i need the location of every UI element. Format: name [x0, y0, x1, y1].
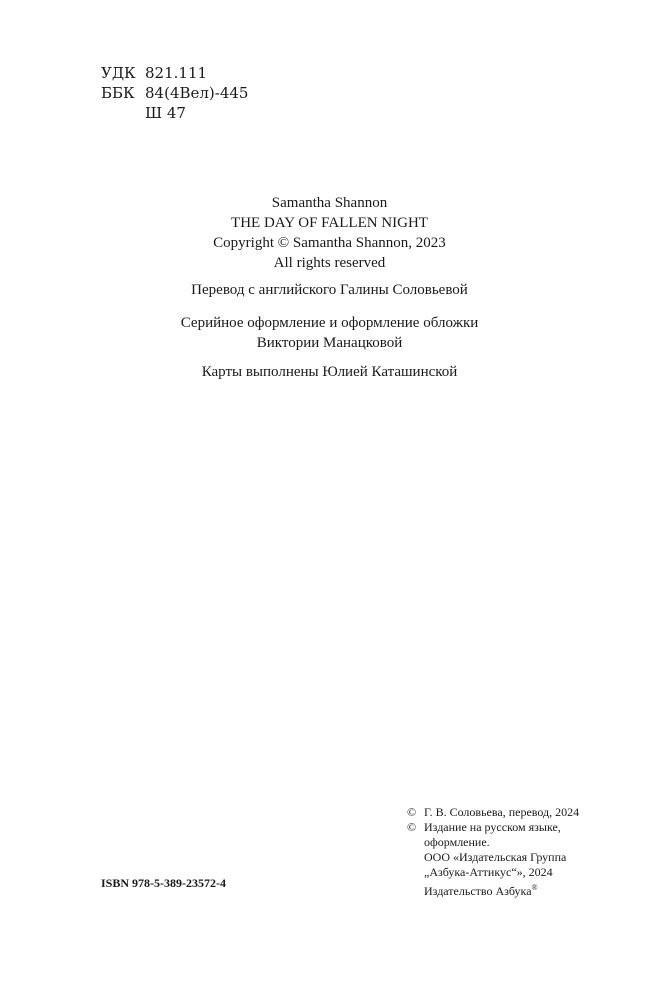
copyright-text-line: „Азбука-Аттикус“», 2024: [424, 865, 553, 879]
udk-label: УДК: [101, 64, 136, 82]
author-mark: Ш 47: [145, 104, 186, 122]
bbk-value: 84(4Вел)-445: [145, 84, 249, 102]
classification-block: [101, 63, 248, 123]
translation-credit: [0, 280, 659, 300]
publisher-name: Издательство Азбука: [424, 884, 532, 898]
maps-credit: [0, 362, 659, 382]
translation-line: Перевод с английского Галины Соловьевой: [191, 282, 468, 298]
registered-mark: ®: [531, 883, 538, 892]
isbn: ISBN 978-5-389-23572-4: [101, 876, 226, 890]
design-credit: [0, 313, 659, 353]
copyright-text-line: Г. В. Соловьева, перевод, 2024: [424, 805, 580, 819]
original-rights: All rights reserved: [273, 255, 386, 271]
author-mark-row: [101, 103, 248, 123]
copyright-text-line: ООО «Издательская Группа: [424, 850, 567, 864]
copyright-notice: [407, 805, 579, 820]
udk-value: 821.111: [145, 64, 208, 82]
copyright-notices: [407, 805, 579, 899]
udk-row: [101, 63, 248, 83]
copyright-notice: [407, 820, 579, 899]
maps-line: Карты выполнены Юлией Каташинской: [201, 364, 458, 380]
design-line-2: Виктории Манацковой: [256, 335, 403, 351]
original-author: Samantha Shannon: [271, 195, 388, 211]
copyright-text-line: Издание на русском языке,: [424, 820, 561, 834]
copyright-symbol: ©: [407, 805, 417, 819]
bbk-row: [101, 83, 248, 103]
copyright-text-line: оформление.: [424, 835, 490, 849]
copyright-symbol: ©: [407, 820, 417, 834]
design-line-1: Серийное оформление и оформление обложки: [180, 315, 479, 331]
bbk-label: ББК: [101, 84, 135, 102]
copyright-text-line: [424, 880, 566, 899]
original-edition-block: [0, 193, 659, 273]
original-copyright: Copyright © Samantha Shannon, 2023: [213, 235, 446, 251]
original-title: THE DAY OF FALLEN NIGHT: [231, 215, 428, 231]
